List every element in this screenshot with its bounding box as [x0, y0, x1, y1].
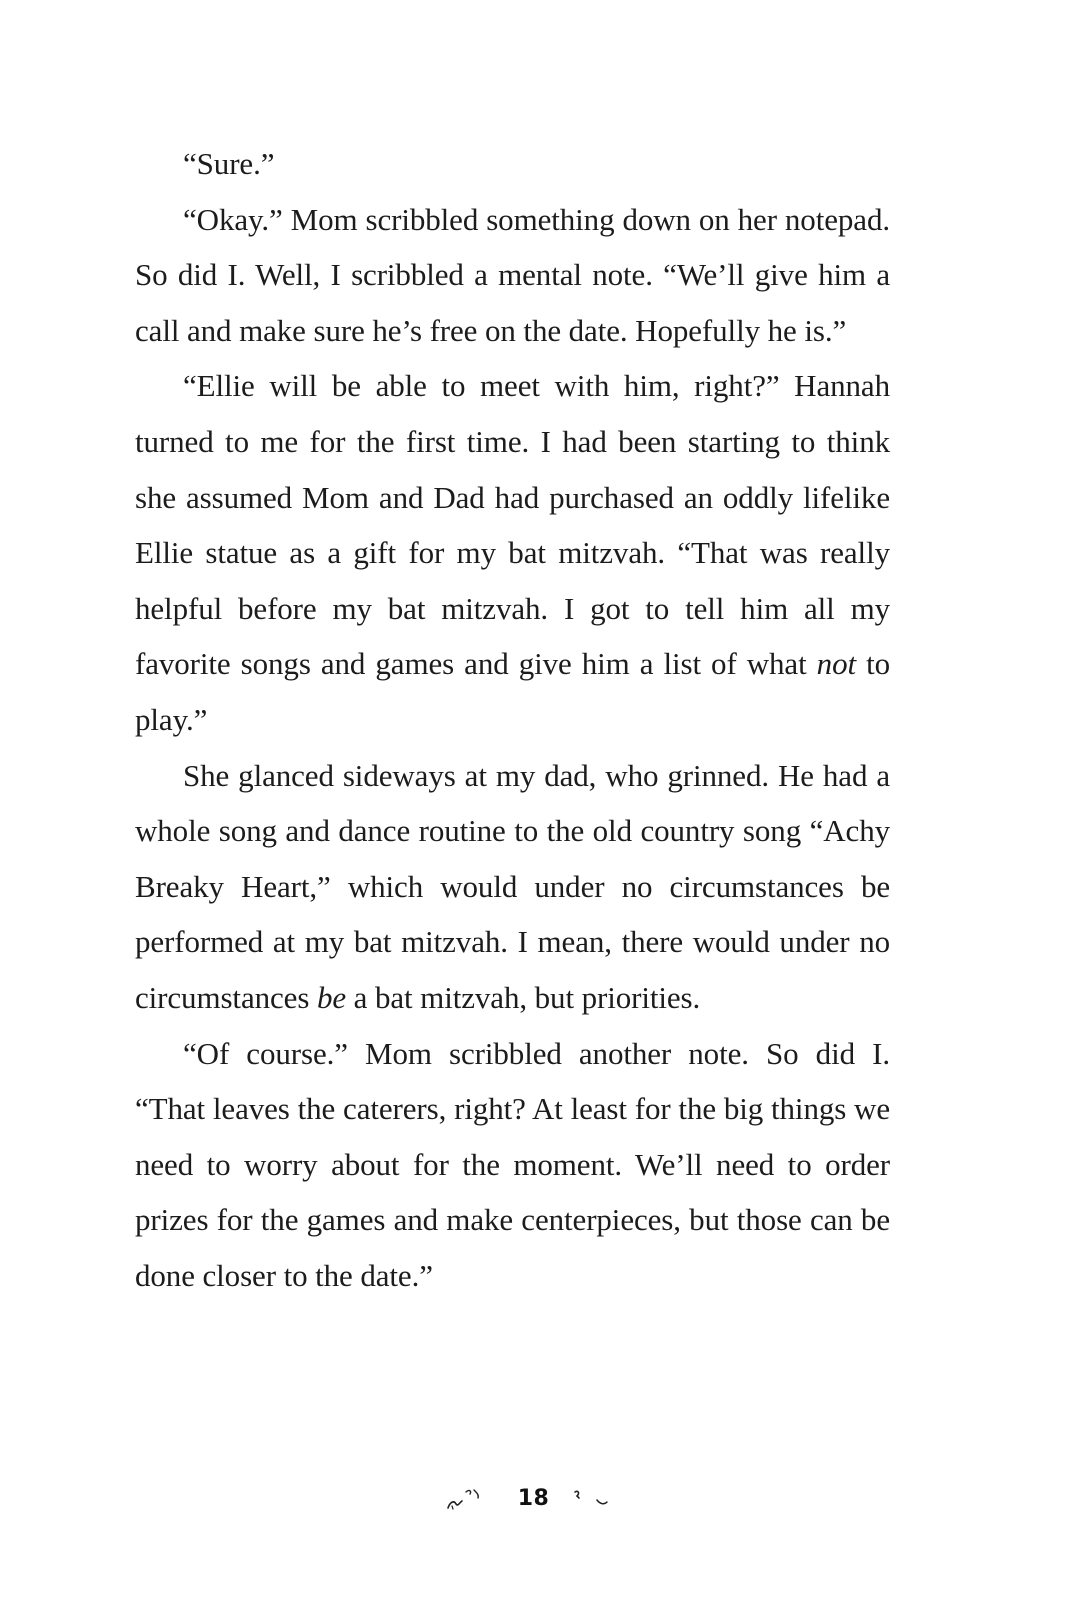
paragraph-3	[135, 358, 890, 747]
text-run: “Of course.” Mom scribbled another note. So did I. “That leaves the caterers, right? At least for the big things we need to worry about for the moment. We’ll need to order prizes for the games and make centerpieces, but those can be done closer to the date.”	[135, 1035, 890, 1293]
text-run: “Sure.”	[183, 146, 275, 181]
text-run: “Okay.” Mom scribbled something down on her notepad. So did I. Well, I scribbled a mental note. “We’ll give him a call and make sure he’s free on the date. Hopefully he is.”	[135, 201, 890, 348]
paragraph-2	[135, 192, 890, 359]
paragraph-5	[135, 1026, 890, 1304]
body-text	[135, 136, 890, 1303]
italic-text-run: be	[316, 979, 346, 1015]
page-number: 18	[517, 1485, 550, 1511]
text-run: “Ellie will be able to meet with him, right?” Hannah turned to me for the first time. I had been starting to think she assumed Mom and Dad had purchased an oddly lifelike Ellie statue as a gift for my bat mitzvah. “That was really helpful before my bat mitzvah. I got to tell him all my favorite songs and games and give him a list of what	[135, 368, 890, 682]
paragraph-4	[135, 748, 890, 1026]
text-run: to play.”	[135, 646, 890, 737]
text-run: She glanced sideways at my dad, who grinned. He had a whole song and dance routine to the old country song “Achy Breaky Heart,” which would under no circumstances be performed at my bat mitzvah. I mean, there would under no circumstances	[135, 757, 890, 1015]
scribble-doodle-icon	[444, 1484, 500, 1512]
paragraph-1	[135, 136, 890, 192]
page-footer	[0, 1476, 1067, 1520]
text-run: a bat mitzvah, but priorities.	[346, 979, 701, 1015]
scribble-doodle-icon	[567, 1484, 623, 1512]
italic-text-run: not	[816, 646, 856, 682]
